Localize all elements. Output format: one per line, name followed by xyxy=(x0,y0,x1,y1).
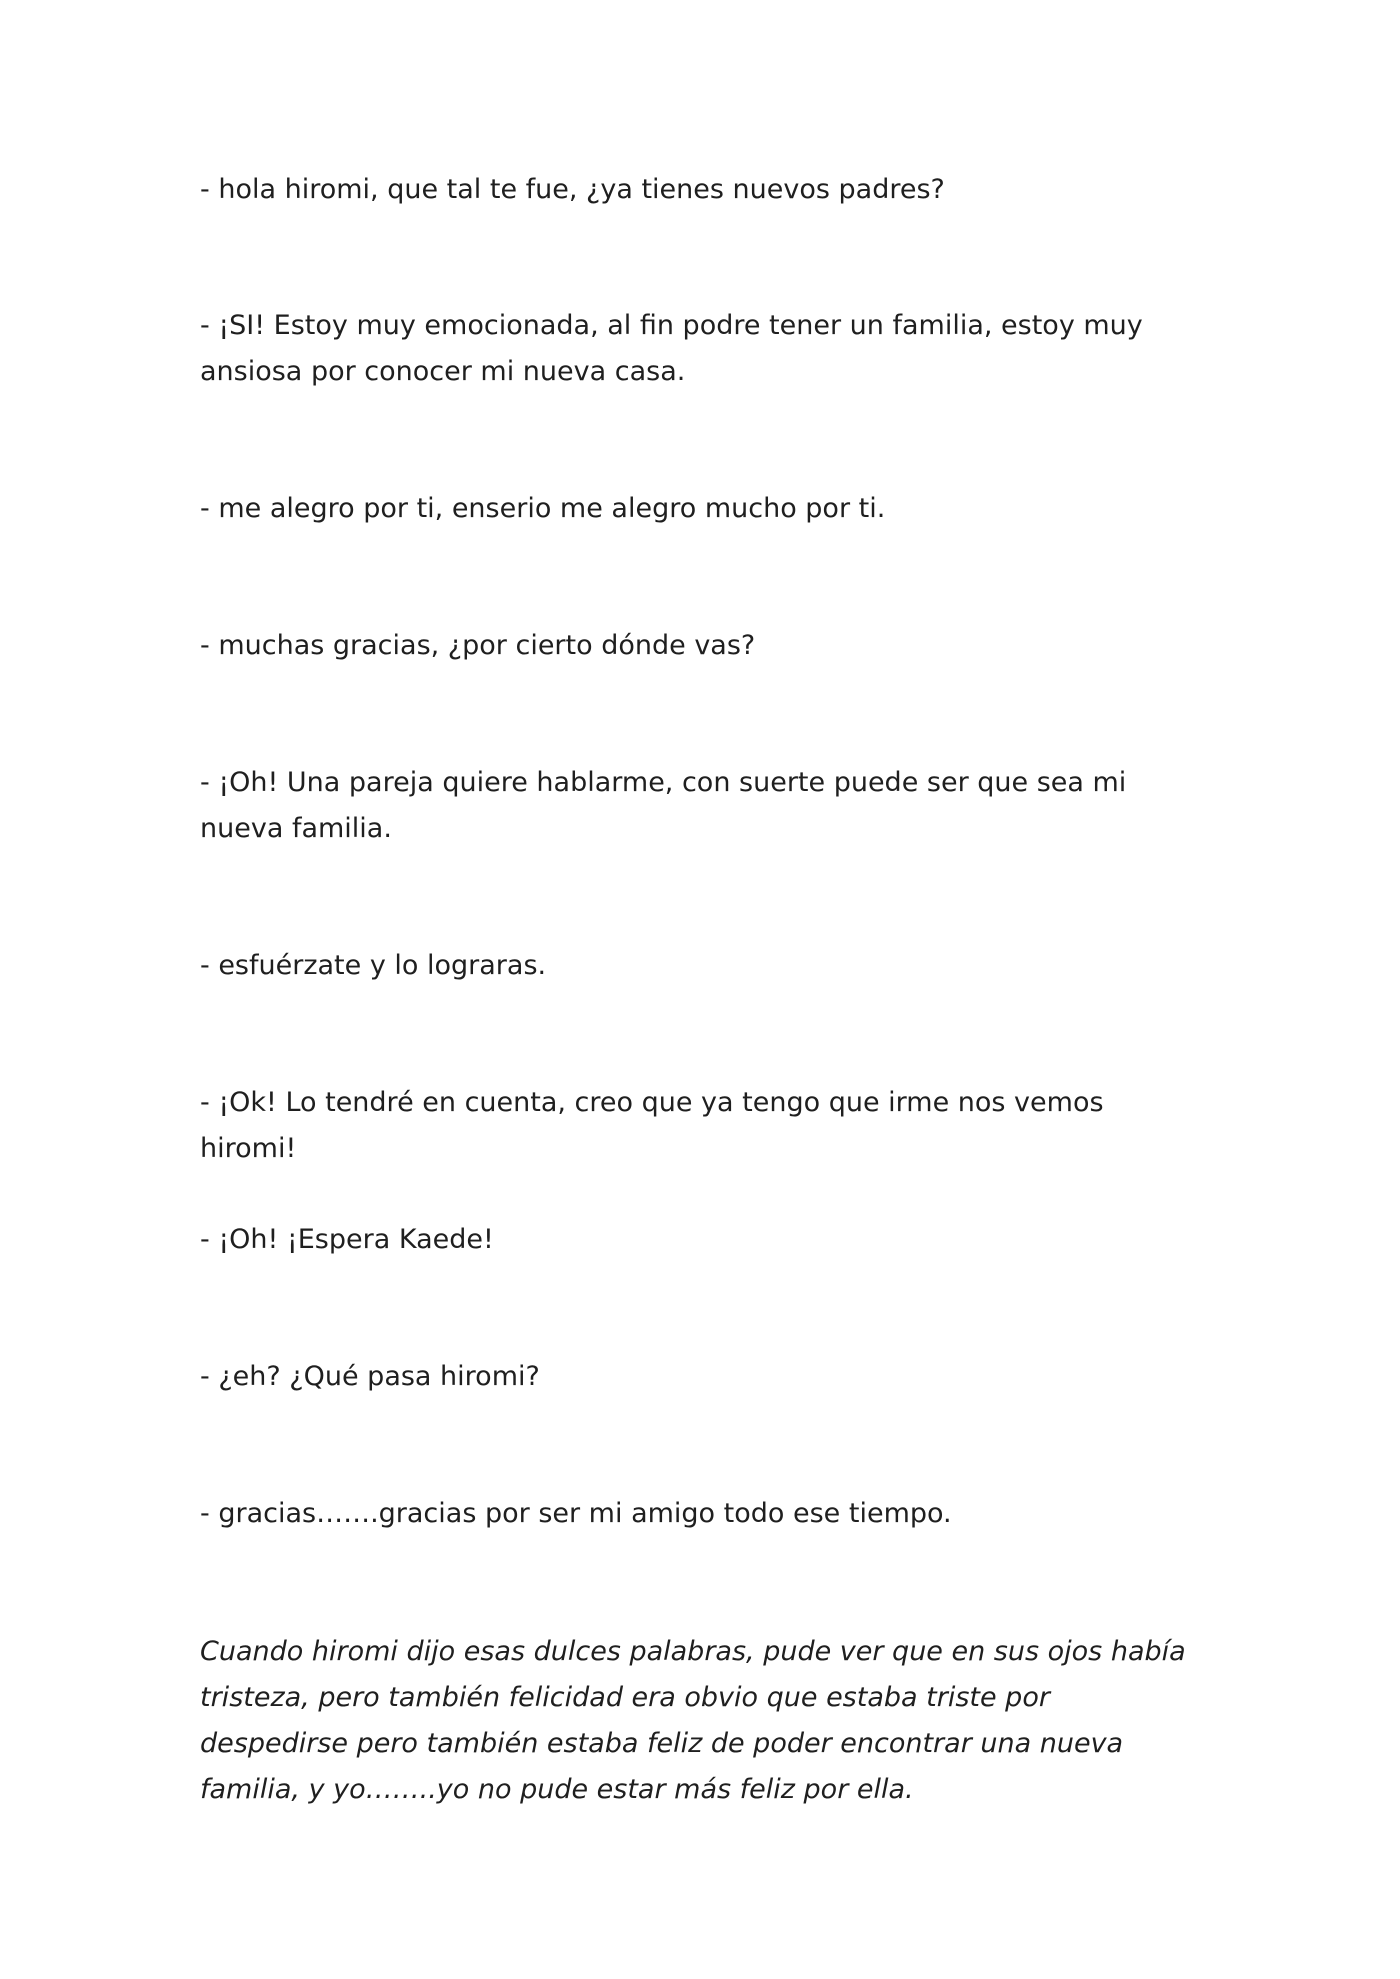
dialogue-line-7: - ¡Ok! Lo tendré en cuenta, creo que ya tengo que irme nos vemos hiromi! xyxy=(200,1087,1104,1164)
dialogue-line-5: - ¡Oh! Una pareja quiere hablarme, con suerte puede ser que sea mi nueva familia. xyxy=(200,767,1127,844)
dialogue-line-1: - hola hiromi, que tal te fue, ¿ya tienes nuevos padres? xyxy=(200,174,945,205)
dialogue-line-9: - ¿eh? ¿Qué pasa hiromi? xyxy=(200,1361,540,1392)
dialogue-line-10: - gracias…….gracias por ser mi amigo todo ese tiempo. xyxy=(200,1498,952,1529)
narration-paragraph: Cuando hiromi dijo esas dulces palabras, pude ver que en sus ojos había tristeza, pero también felicidad era obvio que estaba triste por despedirse pero también estaba feliz de poder encontrar una nueva familia, y yo……..yo no pude estar más feliz por ella. xyxy=(200,1636,1186,1805)
dialogue-line-3: - me alegro por ti, enserio me alegro mucho por ti. xyxy=(200,493,886,524)
dialogue-line-4: - muchas gracias, ¿por cierto dónde vas? xyxy=(200,630,756,661)
dialogue-line-8: - ¡Oh! ¡Espera Kaede! xyxy=(200,1224,494,1255)
dialogue-line-6: - esfuérzate y lo lograras. xyxy=(200,950,547,981)
dialogue-line-2: - ¡SI! Estoy muy emocionada, al fin podre tener un familia, estoy muy ansiosa por conocer mi nueva casa. xyxy=(200,310,1143,387)
